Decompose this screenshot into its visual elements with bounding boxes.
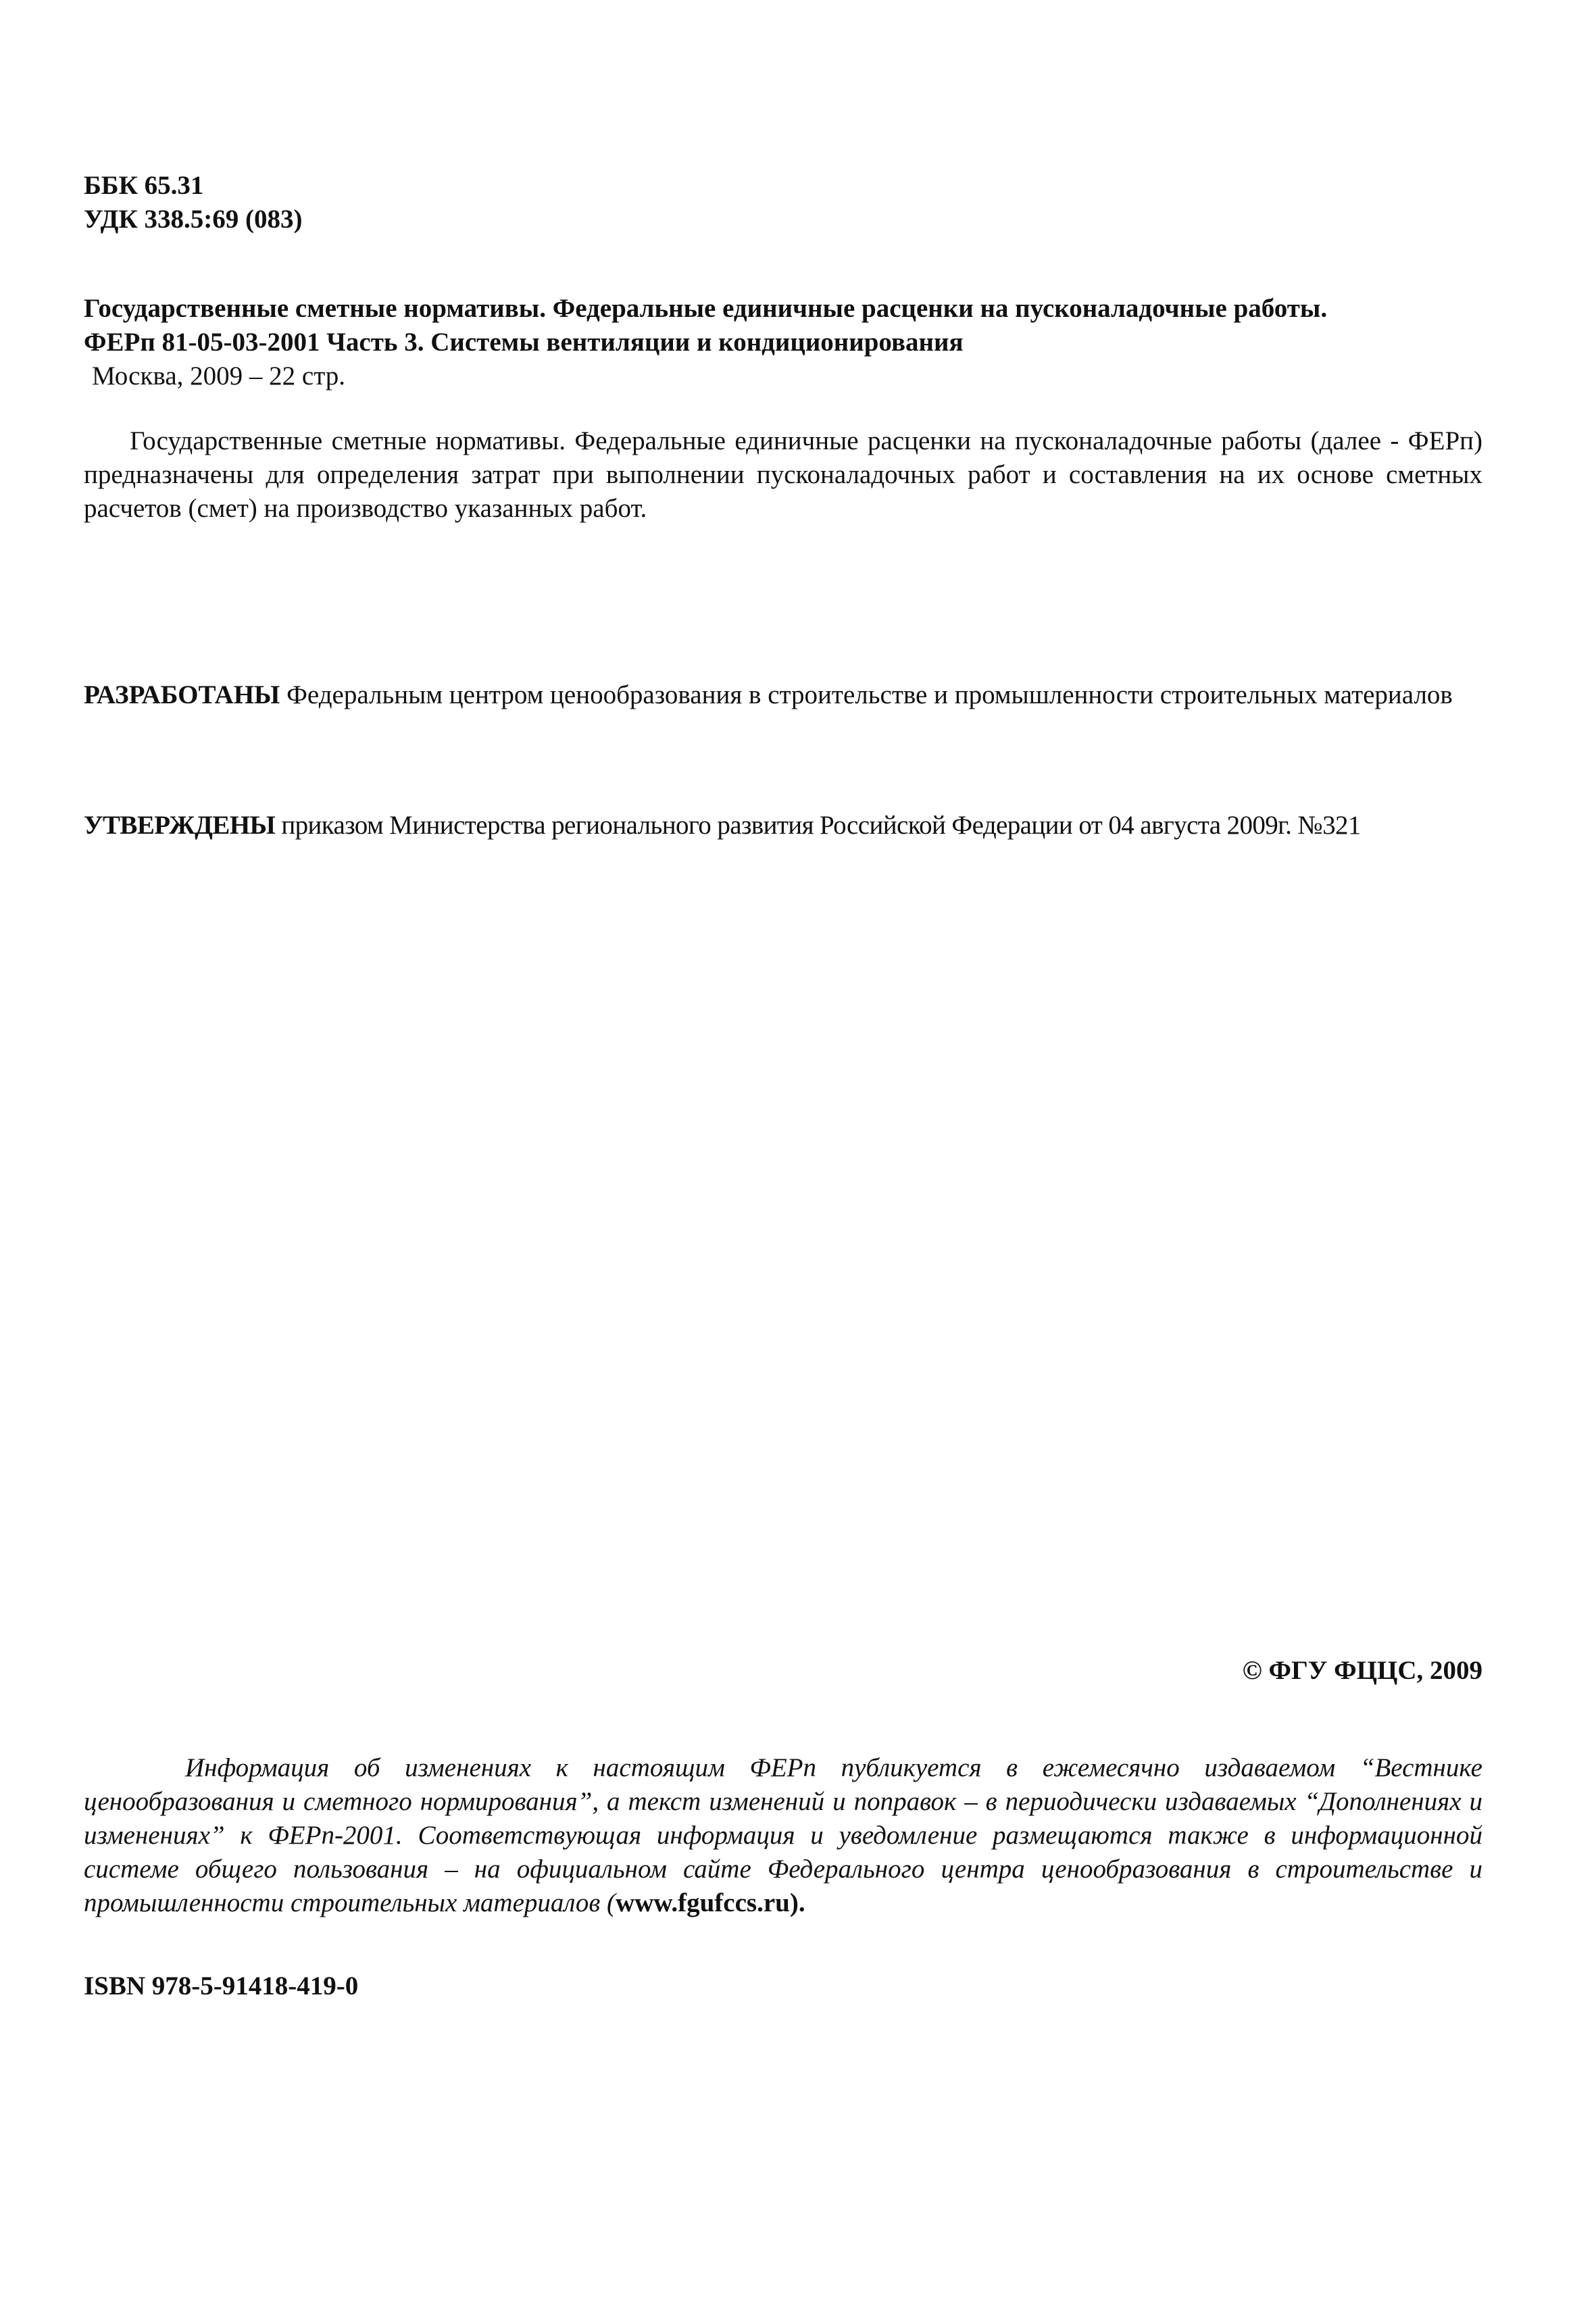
- approved-by-paragraph: [84, 809, 1482, 842]
- approved-label: УТВЕРЖДЕНЫ: [84, 811, 276, 840]
- developed-by-paragraph: [84, 678, 1482, 712]
- classification-codes: [84, 169, 1482, 236]
- udk-code: УДК 338.5:69 (083): [84, 205, 303, 234]
- developed-label: РАЗРАБОТАНЫ: [84, 680, 280, 709]
- developed-text: Федеральным центром ценообразования в строительстве и промышленности строительных материалов: [286, 680, 1453, 709]
- title-line-2: ФЕРп 81-05-03-2001 Часть 3. Системы вентиляции и кондиционирования: [84, 328, 964, 357]
- changes-information-paragraph: [84, 1751, 1482, 1920]
- title-line-1: Государственные сметные нормативы. Федеральные единичные расценки на пусконаладочные работы.: [84, 294, 1328, 323]
- website-link[interactable]: www.fgufccs.ru: [616, 1888, 790, 1917]
- copyright-notice: © ФГУ ФЦЦС, 2009: [1242, 1656, 1482, 1685]
- imprint: Москва, 2009 – 22 стр.: [92, 361, 345, 391]
- info-closing: ).: [789, 1888, 805, 1917]
- info-text: Информация об изменениях к настоящим ФЕРп публикуется в ежемесячно издаваемом “Вестнике ценообразования и сметного нормирования”, а текст изменений и поправок – в периодически издаваемых “Дополнениях и изменениях” к ФЕРп-2001. Соответствующая информация и уведомление размещаются также в информационной системе общего пользования – на официальном сайте Федерального центра ценообразования в строительстве и промышленности строительных материалов (: [84, 1753, 1482, 1917]
- bbk-code: ББК 65.31: [84, 171, 204, 200]
- document-title-block: [84, 292, 1482, 393]
- approved-text: приказом Министерства регионального развития Российской Федерации от 04 августа 2009г. №321: [281, 811, 1361, 840]
- isbn-number: ISBN 978-5-91418-419-0: [84, 1971, 359, 2001]
- abstract-paragraph: Государственные сметные нормативы. Федеральные единичные расценки на пусконаладочные работы (далее - ФЕРп) предназначены для определения затрат при выполнении пусконаладочных работ и составления на их основе сметных расчетов (смет) на производство указанных работ.: [84, 426, 1482, 523]
